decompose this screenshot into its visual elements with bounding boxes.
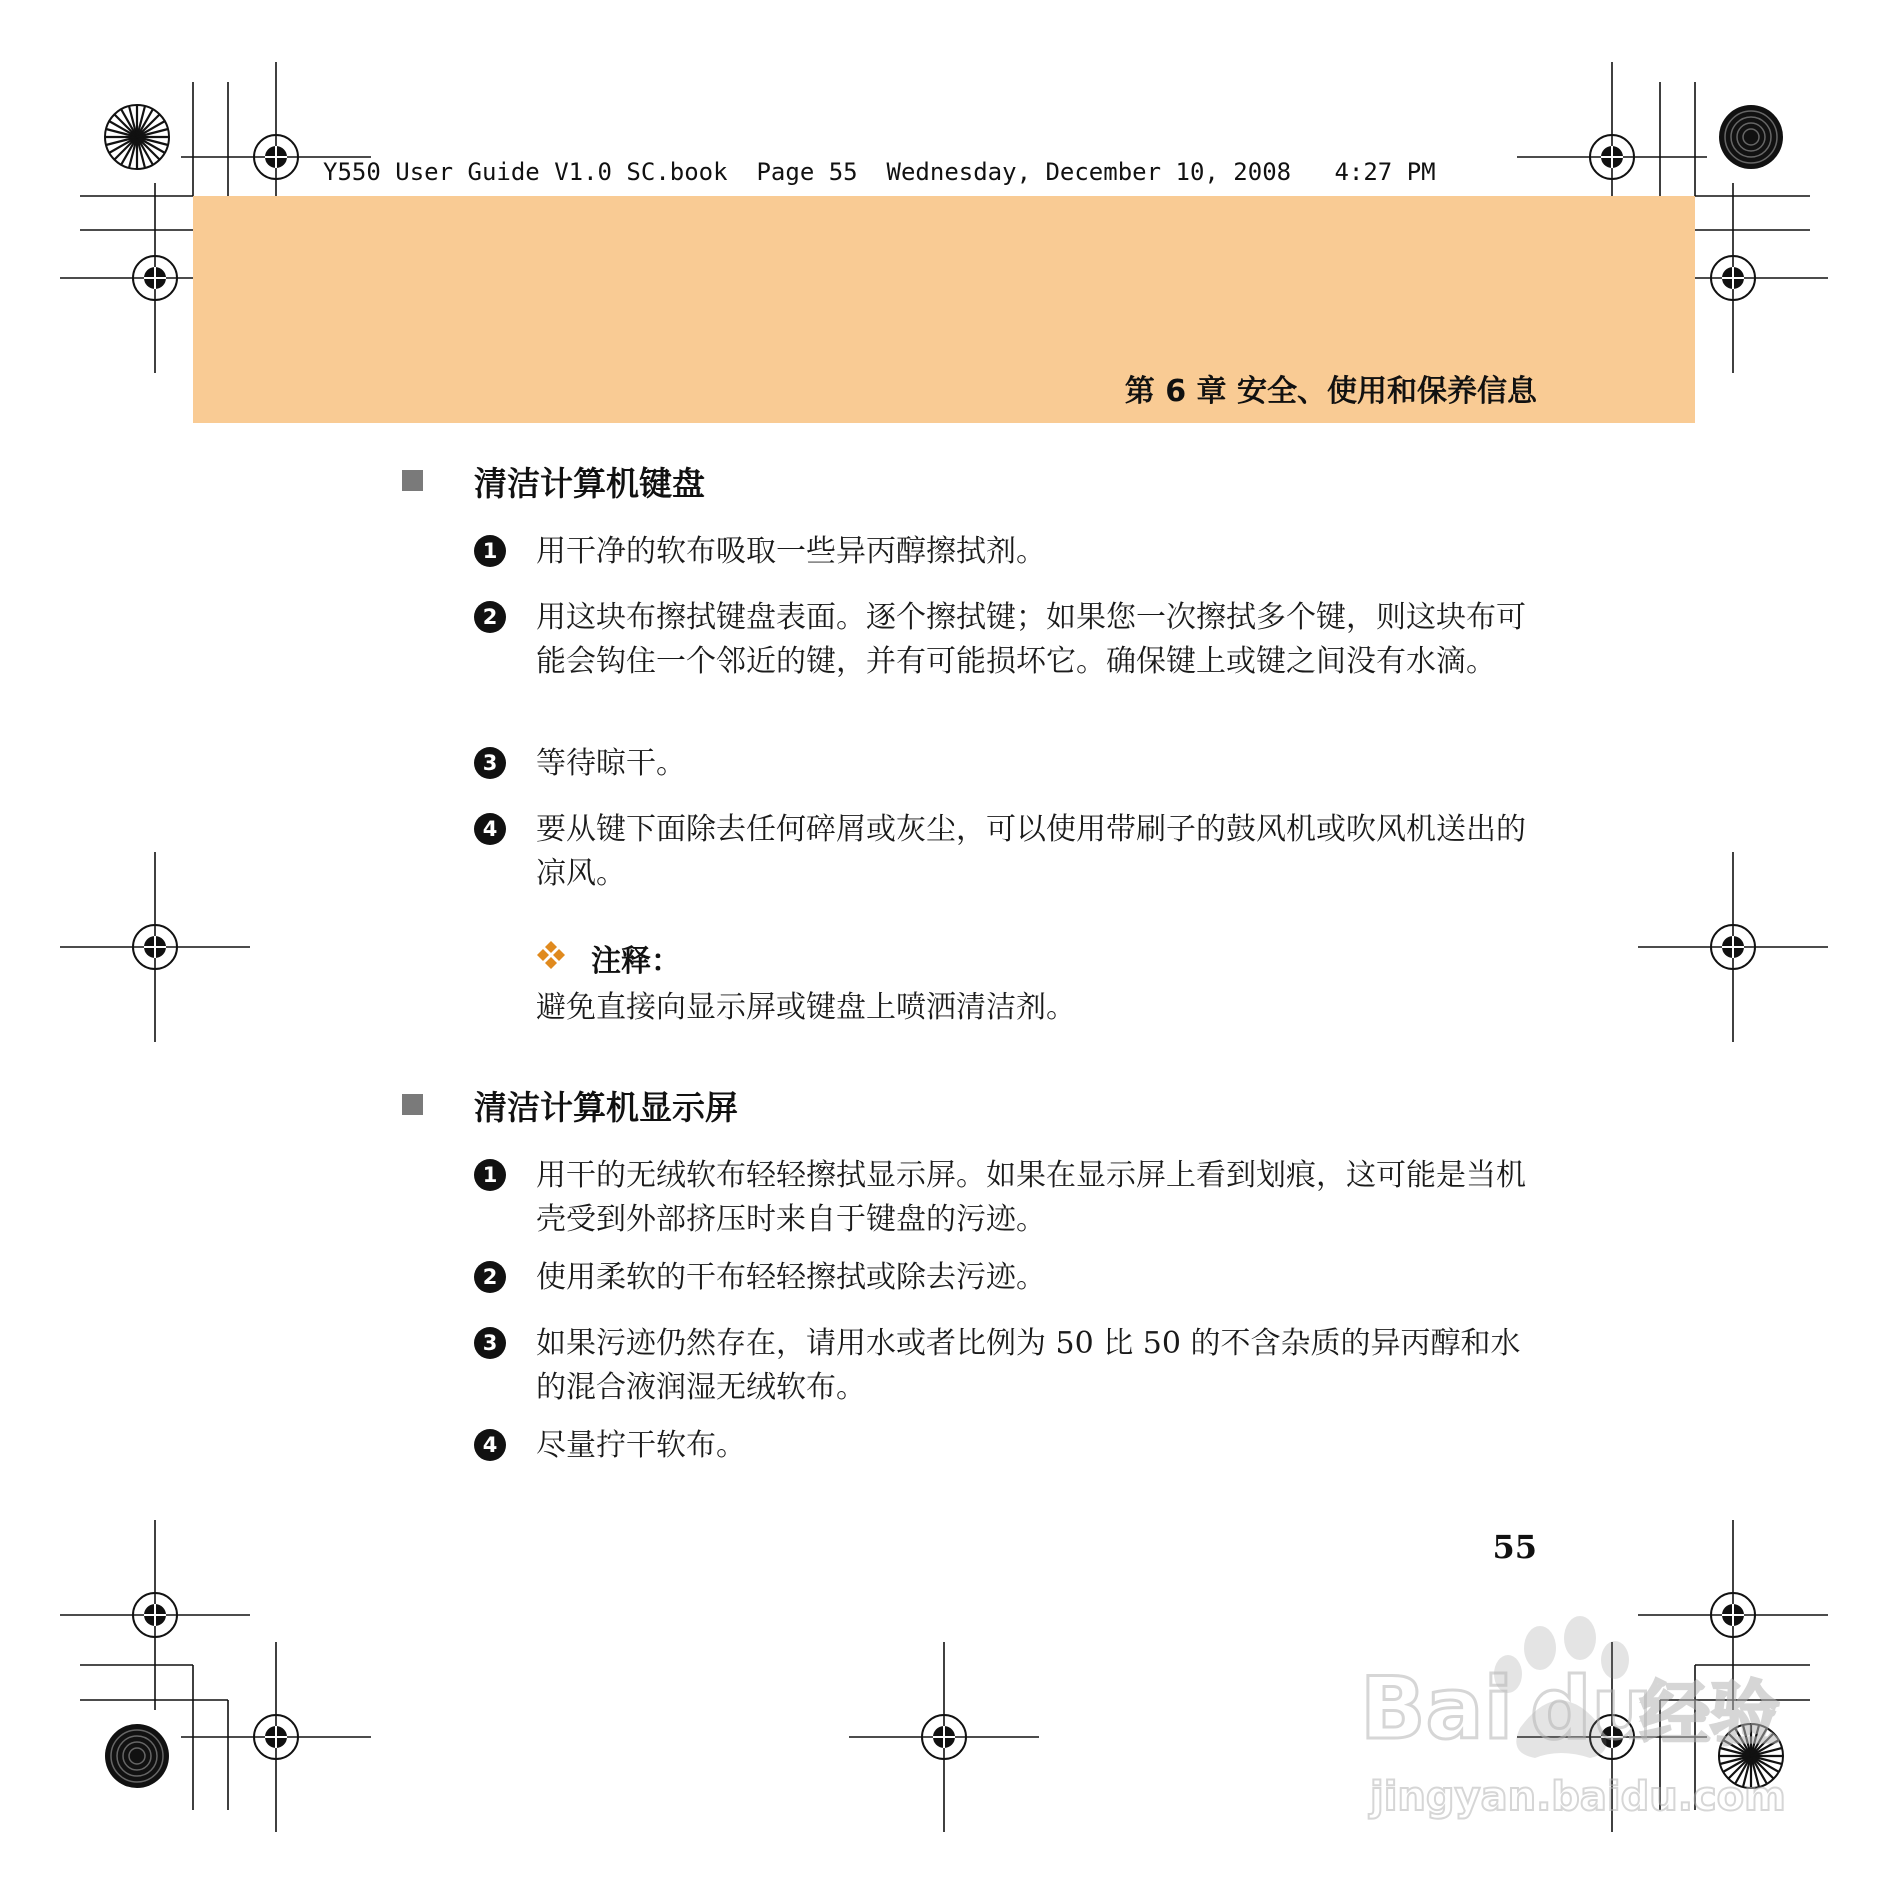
step-text: 如果污迹仍然存在，请用水或者比例为 50 比 50 的不含杂质的异丙醇和水的混合液润湿无绒软布。 (536, 1326, 1521, 1405)
step-text: 用这块布擦拭键盘表面。逐个擦拭键；如果您一次擦拭多个键，则这块布可能会钩住一个邻近的键，并有可能损坏它。确保键上或键之间没有水滴。 (536, 600, 1526, 679)
step-number-badge: 2 (474, 601, 506, 633)
svg-text:du: du (1530, 1659, 1653, 1759)
svg-text:经验: 经验 (1640, 1673, 1780, 1755)
step-number-badge: 1 (474, 1159, 506, 1191)
svg-text:jingyan.baidu.com: jingyan.baidu.com (1370, 1774, 1786, 1820)
baidu-watermark-logo (1340, 1588, 1790, 1828)
section-bullet (402, 1094, 423, 1115)
step-text: 使用柔软的干布轻轻擦拭或除去污迹。 (536, 1260, 1046, 1295)
section-bullet (402, 470, 423, 491)
step-number-badge: 2 (474, 1261, 506, 1293)
step-number-badge: 4 (474, 1429, 506, 1461)
svg-text:Bai: Bai (1360, 1659, 1514, 1759)
chapter-title: 第 6 章 安全、使用和保养信息 (1124, 374, 1537, 409)
step-text: 用干的无绒软布轻轻擦拭显示屏。如果在显示屏上看到划痕，这可能是当机壳受到外部挤压时来自于键盘的污迹。 (536, 1158, 1526, 1237)
step-text: 尽量拧干软布。 (536, 1428, 746, 1463)
step-text: 等待晾干。 (536, 746, 686, 781)
diamond-cluster-icon (536, 940, 566, 970)
section-title-display: 清洁计算机显示屏 (474, 1088, 738, 1127)
section-title-keyboard: 清洁计算机键盘 (474, 464, 705, 503)
step-number-badge: 3 (474, 1327, 506, 1359)
step-number-badge: 4 (474, 813, 506, 845)
step-number-badge: 3 (474, 747, 506, 779)
note-label: 注释： (591, 944, 681, 979)
page-number: 55 (1492, 1528, 1537, 1566)
note-text: 避免直接向显示屏或键盘上喷洒清洁剂。 (536, 990, 1076, 1025)
step-text: 用干净的软布吸取一些异丙醇擦拭剂。 (536, 534, 1046, 569)
step-text: 要从键下面除去任何碎屑或灰尘，可以使用带刷子的鼓风机或吹风机送出的凉风。 (536, 812, 1526, 891)
print-slug: Y550 User Guide V1.0 SC.book Page 55 Wednesday, December 10, 2008 4:27 PM (323, 158, 1436, 186)
step-number-badge: 1 (474, 535, 506, 567)
